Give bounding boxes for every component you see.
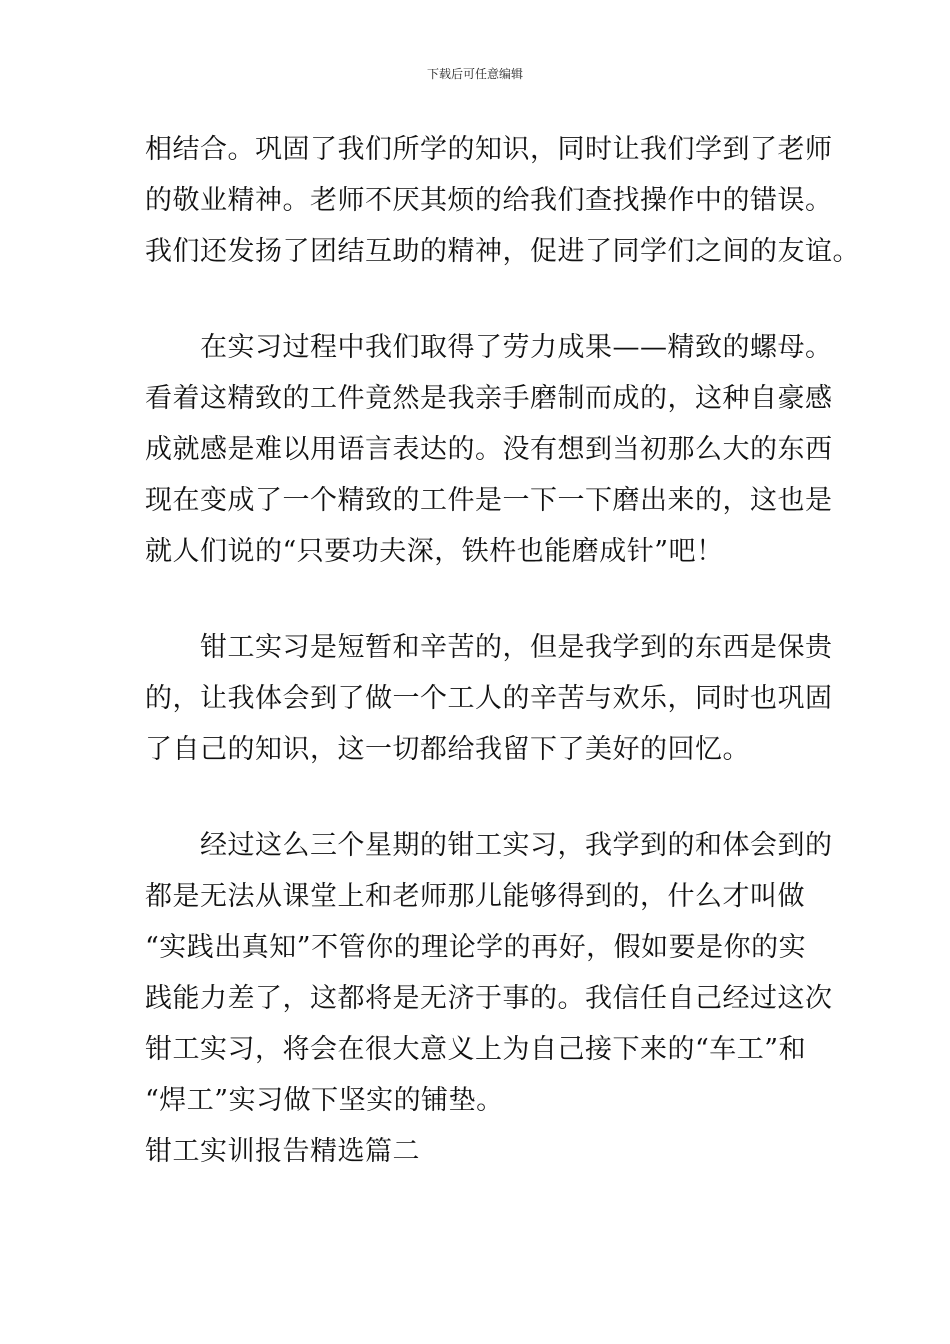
paragraph-line: 在实习过程中我们取得了劳力成果——精致的螺母。 <box>145 332 833 363</box>
paragraph-line: 的，让我体会到了做一个工人的辛苦与欢乐，同时也巩固 <box>145 683 833 714</box>
paragraph-line: 践能力差了，这都将是无济于事的。我信任自己经过这次 <box>145 983 833 1014</box>
paragraph-line: 了自己的知识，这一切都给我留下了美好的回忆。 <box>145 734 750 765</box>
paragraph-line: 的敬业精神。老师不厌其烦的给我们查找操作中的错误。 <box>145 185 833 216</box>
paragraph-line: 经过这么三个星期的钳工实习，我学到的和体会到的 <box>145 830 833 861</box>
paragraph-line: 看着这精致的工件竟然是我亲手磨制而成的，这种自豪感 <box>145 383 833 414</box>
paragraph-line: 相结合。巩固了我们所学的知识，同时让我们学到了老师 <box>145 134 833 165</box>
paragraph-line: 现在变成了一个精致的工件是一下一下磨出来的，这也是 <box>145 485 833 516</box>
paragraph-line: 就人们说的“只要功夫深，铁杵也能磨成针”吧！ <box>145 536 724 567</box>
paragraph-line: “实践出真知”不管你的理论学的再好，假如要是你的实 <box>145 932 807 963</box>
paragraph-2 <box>145 322 833 577</box>
paragraph-3 <box>145 622 833 775</box>
section-title: 钳工实训报告精选篇二 <box>145 1136 420 1167</box>
paragraph-line: 都是无法从课堂上和老师那儿能够得到的，什么才叫做 <box>145 881 805 912</box>
paragraph-spacer <box>145 277 807 322</box>
paragraph-line: 钳工实习是短暂和辛苦的，但是我学到的东西是保贵 <box>145 632 833 663</box>
paragraph-spacer <box>145 577 807 622</box>
paragraph-line: 钳工实习，将会在很大意义上为自己接下来的“车工”和 <box>145 1034 807 1065</box>
document-body <box>145 124 860 1177</box>
page-header: 下载后可任意编辑 <box>426 67 523 81</box>
paragraph-1 <box>145 124 860 277</box>
paragraph-spacer <box>145 775 807 820</box>
paragraph-line: “焊工”实习做下坚实的铺垫。 <box>145 1085 504 1116</box>
paragraph-line: 我们还发扬了团结互助的精神，促进了同学们之间的友谊。 <box>145 236 860 267</box>
paragraph-line: 成就感是难以用语言表达的。没有想到当初那么大的东西 <box>145 434 833 465</box>
paragraph-4 <box>145 820 833 1126</box>
